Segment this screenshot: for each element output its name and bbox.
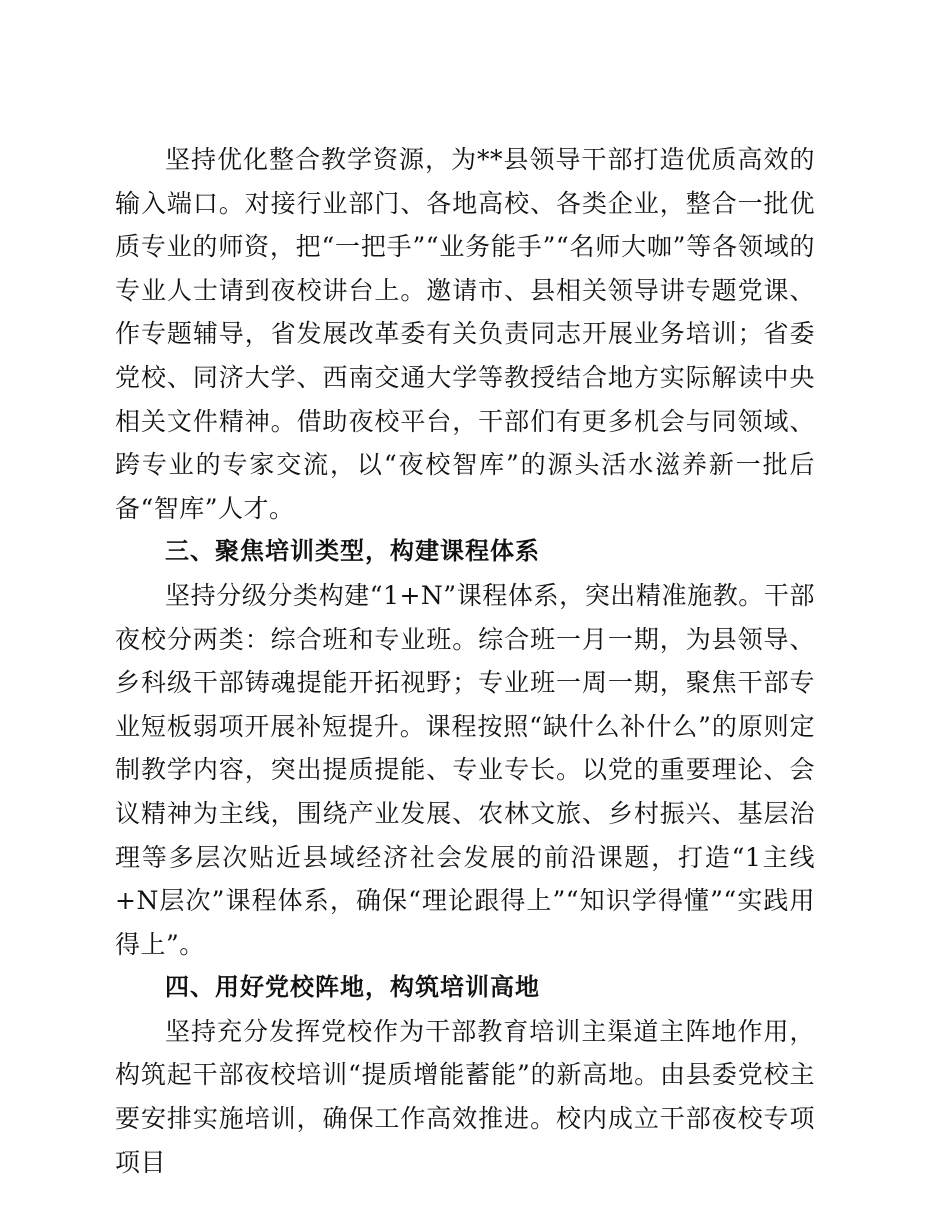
section-heading-3: 三、聚焦培训类型，构建课程体系 — [165, 537, 540, 566]
document-body — [115, 138, 815, 1184]
paragraph-teaching-resources: 坚持优化整合教学资源，为**县领导干部打造优质高效的输入端口。对接行业部门、各地高校、各类企业，整合一批优质专业的师资，把“一把手”“业务能手”“名师大咖”等各领域的专业人士请到夜校讲台上。邀请市、县相关领导讲专题党课、作专题辅导，省发展改革委有关负责同志开展业务培训；省委党校、同济大学、西南交通大学等教授结合地方实际解读中央相关文件精神。借助夜校平台，干部们有更多机会与同领域、跨专业的专家交流，以“夜校智库”的源头活水滋养新一批后备“智库”人才。 — [115, 145, 815, 523]
section-heading-4: 四、用好党校阵地，构筑培训高地 — [165, 973, 540, 1002]
paragraph-curriculum-system: 坚持分级分类构建“1+N”课程体系，突出精准施教。干部夜校分两类：综合班和专业班。综合班一月一期，为县领导、乡科级干部铸魂提能开拓视野；专业班一周一期，聚焦干部专业短板弱项开展补短提升。课程按照“缺什么补什么”的原则定制教学内容，突出提质提能、专业专长。以党的重要理论、会议精神为主线，围绕产业发展、农林文旅、乡村振兴、基层治理等多层次贴近县域经济社会发展的前沿课题，打造“1主线+N层次”课程体系，确保“理论跟得上”“知识学得懂”“实践用得上”。 — [115, 580, 815, 959]
paragraph-party-school: 坚持充分发挥党校作为干部教育培训主渠道主阵地作用，构筑起干部夜校培训“提质增能蓄能”的新高地。由县委党校主要安排实施培训，确保工作高效推进。校内成立干部夜校专项项目 — [115, 1016, 815, 1177]
